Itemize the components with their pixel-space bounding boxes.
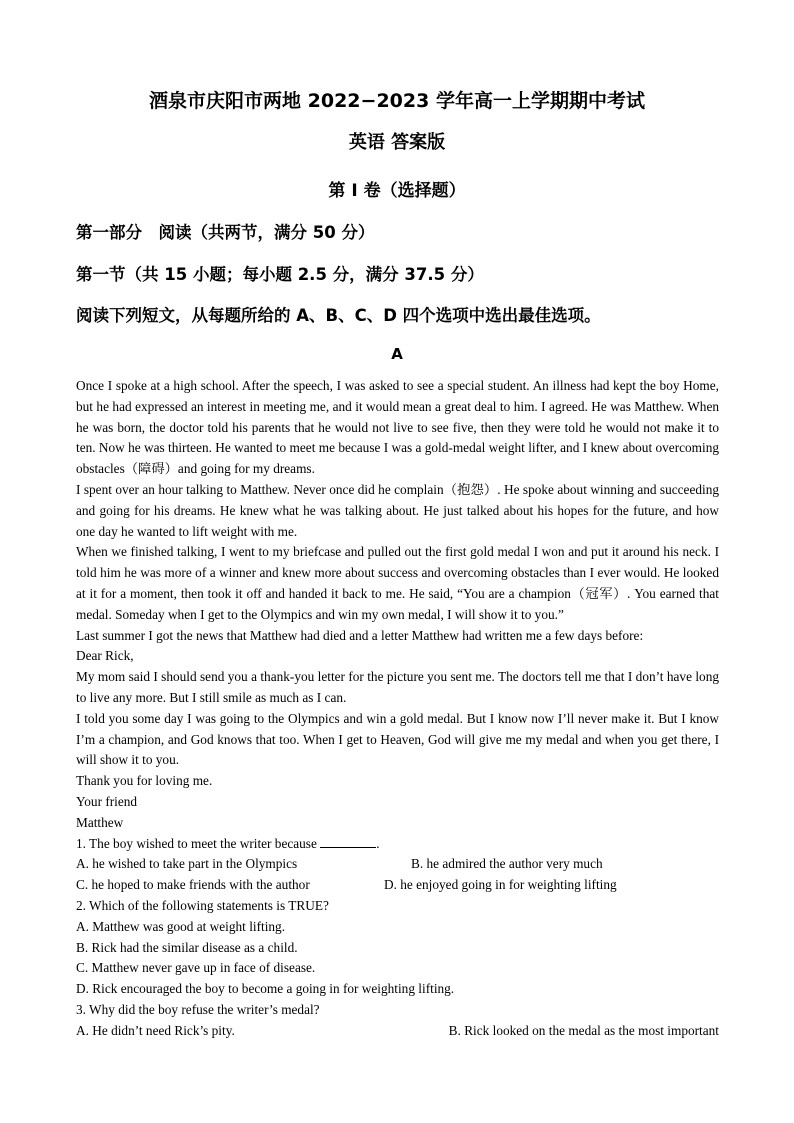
option-d: D. Rick encouraged the boy to become a going in for weighting lifting. — [76, 981, 455, 997]
question-stem: 2. Which of the following statements is TRUE? — [76, 897, 329, 913]
section-heading: 第一节（共 15 小题；每小题 2.5 分，满分 37.5 分） — [76, 265, 484, 284]
option-b: B. Rick had the similar disease as a child. — [76, 939, 298, 955]
option-b: B. Rick looked on the medal as the most important — [448, 1022, 719, 1038]
letter-salutation: Dear Rick, — [76, 648, 134, 664]
passage-label: A — [391, 345, 403, 363]
letter-signoff: Your friend — [76, 793, 138, 809]
passage-body — [76, 376, 719, 1042]
part-heading: 第一部分 阅读（共两节，满分 50 分） — [76, 223, 375, 242]
question-stem-text: 1. The boy wished to meet the writer because — [76, 835, 317, 851]
answer-blank — [320, 835, 376, 848]
question-stem: 3. Why did the boy refuse the writer’s medal? — [76, 1001, 320, 1017]
exam-title: 酒泉市庆阳市两地 2022−2023 学年高一上学期期中考试 — [149, 90, 645, 112]
passage-paragraph: When we finished talking, I went to my briefcase and pulled out the first gold medal I won and put it around his neck. I told him he was more of a winner and knew more about success and overcoming obstacles than I ever would. He looked at it for a moment, then took it off and handed it back to me. He said, “You are a champion（冠军）. You earned that medal. Someday when I get to the Olympics and win my own medal, I will show it to you.” — [76, 544, 719, 622]
passage-paragraph: I spent over an hour talking to Matthew. Never once did he complain（抱怨）. He spoke about winning and succeeding and going for his dreams. He knew what he was talking about. He just talked about his hopes for the future, and how one day he wanted to lift weight with me. — [76, 481, 719, 539]
option-b: B. he admired the author very much — [411, 856, 603, 872]
exam-subtitle: 英语 答案版 — [348, 132, 446, 153]
option-a: A. he wished to take part in the Olympics — [76, 856, 298, 872]
letter-closing: Thank you for loving me. — [76, 773, 213, 789]
option-a: A. He didn’t need Rick’s pity. — [76, 1022, 235, 1038]
option-c: C. he hoped to make friends with the author — [76, 877, 310, 893]
letter-signature: Matthew — [76, 814, 124, 830]
option-a: A. Matthew was good at weight lifting. — [76, 918, 286, 934]
option-row — [76, 875, 719, 896]
letter-paragraph: I told you some day I was going to the Olympics and win a gold medal. But I know now I’ll never make it. But I know I’m a champion, and God knows that too. When I get to Heaven, God will give me my medal and when you get there, I will show it to you. — [76, 710, 719, 768]
option-row — [76, 854, 719, 875]
instruction-text: 阅读下列短文，从每题所给的 A、B、C、D 四个选项中选出最佳选项。 — [76, 306, 601, 325]
question-stem — [76, 834, 719, 855]
letter-paragraph: My mom said I should send you a thank-you letter for the picture you sent me. The doctors tell me that I don’t have long to live any more. But I still smile as much as I can. — [76, 669, 719, 705]
passage-paragraph: Once I spoke at a high school. After the speech, I was asked to see a special student. An illness had kept the boy Home, but he had expressed an interest in meeting me, and it would mean a great deal to him. I agreed. He was Matthew. When he was born, the doctor told his parents that he would not live to see five, then they were told he would not make it to ten. Now he was thirteen. He wanted to meet me because I was a gold-medal weight lifter, and I knew about overcoming obstacles（障碍）and going for my dreams. — [76, 378, 719, 477]
option-d: D. he enjoyed going in for weighting lifting — [384, 877, 617, 893]
option-row — [76, 1021, 719, 1042]
question-stem-end: . — [376, 835, 380, 851]
volume-heading: 第 I 卷（选择题） — [328, 181, 466, 201]
passage-paragraph: Last summer I got the news that Matthew had died and a letter Matthew had written me a few days before: — [76, 627, 644, 643]
option-c: C. Matthew never gave up in face of disease. — [76, 960, 316, 976]
